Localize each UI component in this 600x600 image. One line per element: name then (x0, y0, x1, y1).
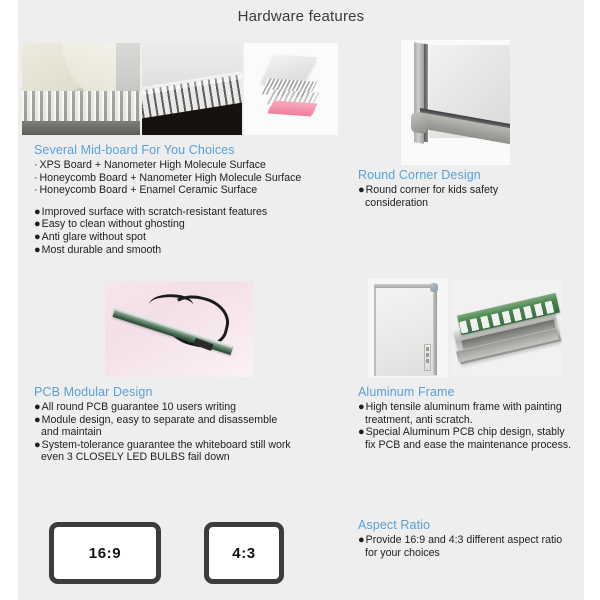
section-pcb (34, 385, 364, 464)
list-item: even 3 CLOSELY LED BULBS fail down (41, 451, 230, 464)
pcb-heading: PCB Modular Design (34, 385, 153, 399)
list-item: ●High tensile aluminum frame with painting (358, 401, 562, 413)
pcb-bullet-list (34, 401, 364, 464)
list-item: ●Special Aluminum PCB chip design, stably (358, 426, 565, 439)
honeycomb-board-peel-layer-photo (22, 43, 140, 135)
list-item: · XPS Board + Nanometer High Molecule Surface (34, 159, 266, 171)
list-item: fix PCB and ease the maintenance process. (365, 438, 572, 451)
list-item: consideration (365, 196, 429, 209)
list-item: and maintain (41, 426, 102, 439)
aspect-ratio-tile-label: 4:3 (232, 544, 256, 562)
infographic-canvas (18, 0, 584, 600)
section-aspect-ratio (358, 518, 590, 559)
list-item: ●System-tolerance guarantee the whiteboard still work (34, 438, 291, 451)
section-aluminum (358, 385, 590, 451)
list-item: · Honeycomb Board + Nanometer High Molecule Surface (34, 171, 302, 184)
round-corner-heading: Round Corner Design (358, 168, 481, 182)
list-item: ●Improved surface with scratch-resistant features (34, 205, 268, 218)
aluminum-extrusion-led-pcb-photo (452, 279, 562, 377)
page-title: Hardware features (237, 8, 365, 25)
midboard-dash-list (34, 159, 354, 197)
list-item: ●Module design, easy to separate and disassemble (34, 413, 278, 426)
whiteboard-aluminum-frame-photo (368, 279, 448, 377)
round-corner-bullet-list (358, 184, 578, 209)
aspect-ratio-bullet-list (358, 534, 590, 559)
list-item: for your choices (365, 546, 440, 559)
aspect-ratio-heading: Aspect Ratio (358, 518, 431, 532)
section-round-corner (358, 168, 578, 209)
list-item: ●Provide 16:9 and 4:3 different aspect ratio (358, 534, 563, 546)
section-midboard (34, 143, 354, 256)
aspect-ratio-tile-4-3[interactable] (204, 522, 284, 584)
aluminum-heading: Aluminum Frame (358, 385, 455, 399)
list-item: ●Anti glare without spot (34, 230, 146, 243)
aspect-ratio-tile-16-9[interactable] (49, 522, 161, 584)
midboard-heading: Several Mid-board For You Choices (34, 143, 235, 157)
aluminum-bullet-list (358, 401, 590, 451)
list-item: · Honeycomb Board + Enamel Ceramic Surface (34, 184, 258, 197)
aspect-ratio-tile-label: 16:9 (88, 544, 122, 562)
list-item: treatment, anti scratch. (365, 413, 473, 426)
list-item: ●All round PCB guarantee 10 users writing (34, 401, 236, 413)
list-item: ●Round corner for kids safety (358, 184, 499, 196)
pcb-strip-with-cable-photo (105, 281, 253, 377)
list-item: ●Most durable and smooth (34, 243, 162, 256)
corrugated-board-edge-photo (142, 43, 242, 135)
midboard-bullet-list (34, 206, 354, 256)
whiteboard-round-corner-photo (401, 40, 510, 165)
list-item: ●Easy to clean without ghosting (34, 218, 185, 231)
stacked-board-samples-photo (244, 43, 338, 135)
